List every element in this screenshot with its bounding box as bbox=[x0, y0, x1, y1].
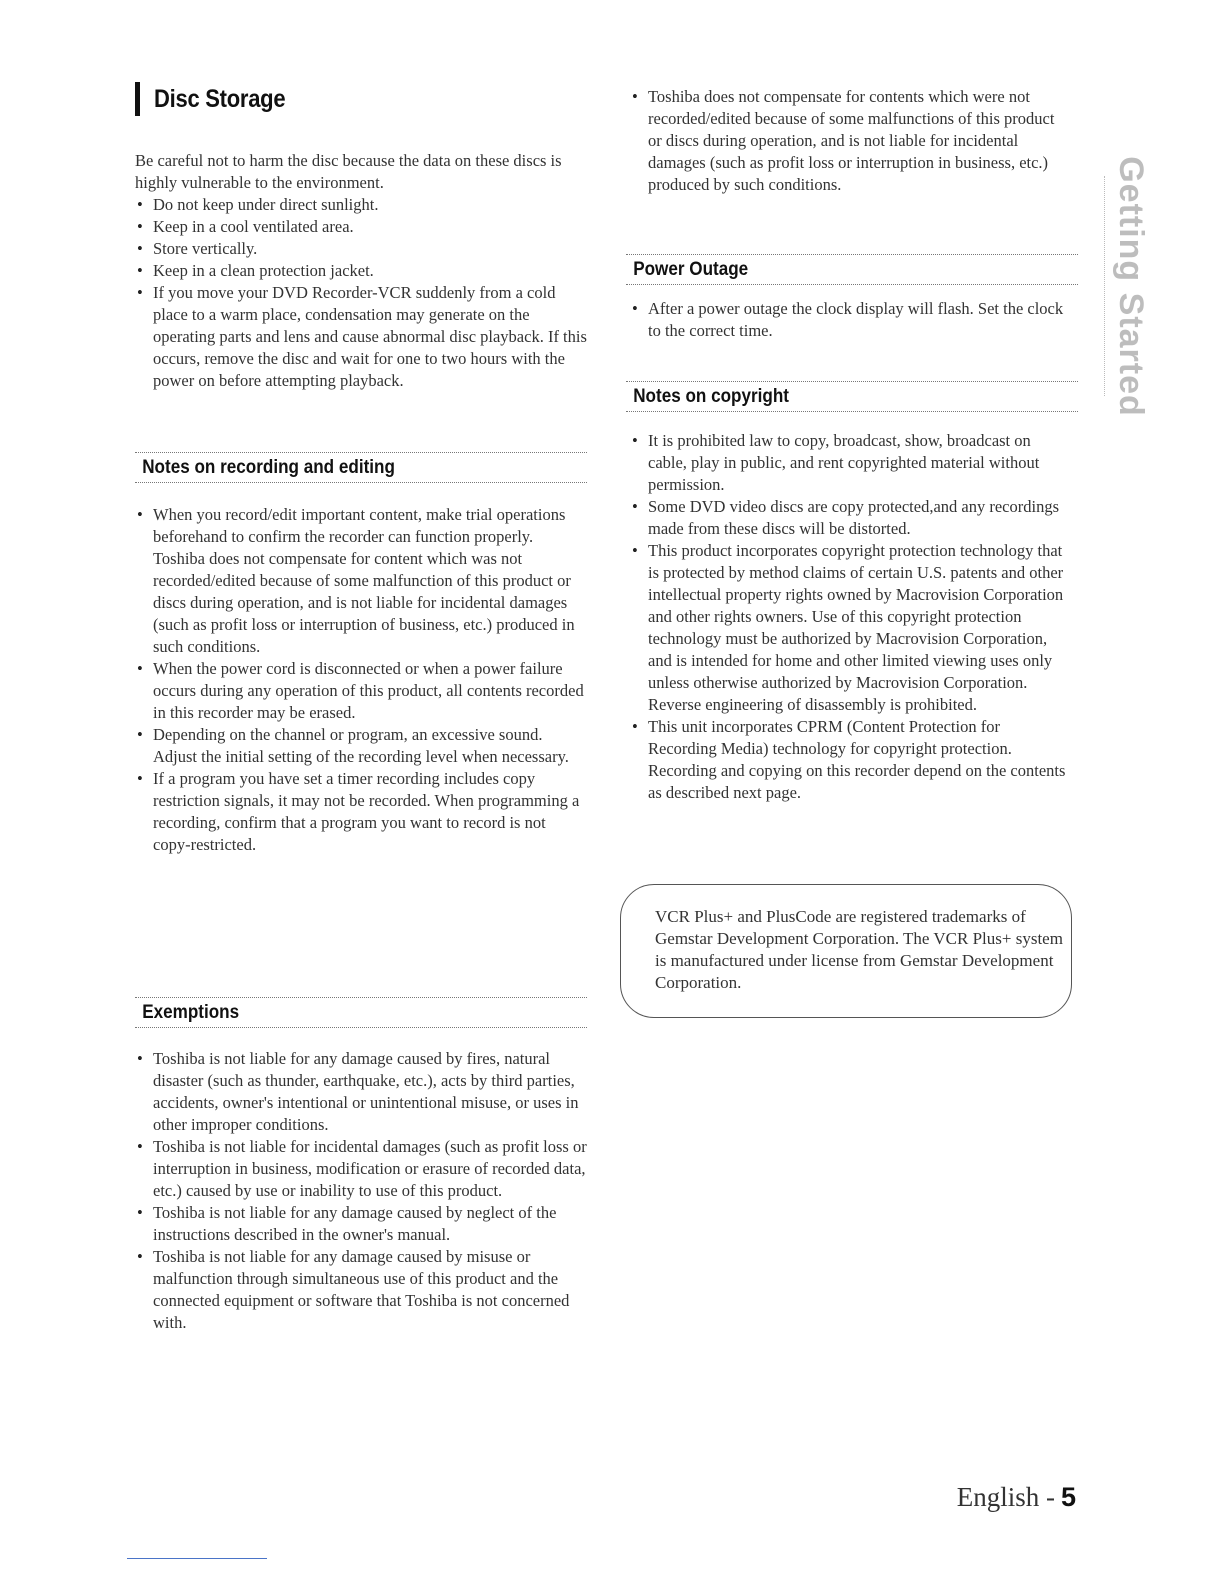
list-item-text: When you record/edit important content, make trial operations beforehand to confirm the recorder can function properly. bbox=[153, 505, 566, 546]
list-item: • This unit incorporates CPRM (Content Protection for Recording Media) technology for copyright protection. Recording and copying on this recorder depend on the contents as described next page. bbox=[630, 716, 1068, 804]
list-item-continuation: Toshiba does not compensate for content which was not recorded/edited because of some malfunction of this product or discs during operation, and is not liable for incidental damages (such as profit loss or interruption of business, etc.) produced in such conditions. bbox=[153, 549, 575, 656]
exemptions-heading: Exemptions bbox=[142, 1002, 240, 1023]
page-footer bbox=[957, 1482, 1076, 1513]
divider bbox=[135, 482, 587, 483]
list-item: • Keep in a cool ventilated area. bbox=[135, 216, 587, 238]
list-item: • Toshiba is not liable for incidental damages (such as profit loss or interruption in business, modification or erasure of recorded data, etc.) caused by use or inability to use of this product. bbox=[135, 1136, 587, 1202]
page-title-row bbox=[135, 82, 303, 116]
recording-heading: Notes on recording and editing bbox=[142, 457, 395, 478]
list-item: • Depending on the channel or program, an excessive sound. Adjust the initial setting of the recording level when necessary. bbox=[135, 724, 587, 768]
exemptions-continued bbox=[630, 86, 1068, 196]
recording-section-header bbox=[135, 452, 587, 483]
list-item: • This product incorporates copyright protection technology that is protected by method claims of certain U.S. patents and other intellectual property rights owned by Macrovision Corporation and other rights owners. Use of this copyright protection technology must be authorized by Macrovision Corporation, and is intended for home and other limited viewing uses only unless otherwise authorized by Macrovision Corporation. Reverse engineering of disassembly is prohibited. bbox=[630, 540, 1068, 716]
disc-storage-intro: Be careful not to harm the disc because the data on these discs is highly vulnerable to the environment. bbox=[135, 151, 562, 192]
power-section-header bbox=[626, 254, 1078, 285]
list-item: • If you move your DVD Recorder-VCR suddenly from a cold place to a warm place, condensation may generate on the operating parts and lens and cause abnormal disc playback. If this occurs, remove the disc and wait for one to two hours with the power on before attempting playback. bbox=[135, 282, 587, 392]
exemptions-section-header bbox=[135, 997, 587, 1028]
divider bbox=[135, 1027, 587, 1028]
list-item: • Toshiba is not liable for any damage caused by misuse or malfunction through simultaneous use of this product and the connected equipment or software that Toshiba is not concerned with. bbox=[135, 1246, 587, 1334]
trademark-notice: VCR Plus+ and PlusCode are registered trademarks of Gemstar Development Corporation. The VCR Plus+ system is manufactured under license from Gemstar Development Corporation. bbox=[655, 907, 1063, 992]
copyright-list bbox=[630, 430, 1068, 804]
list-item: • It is prohibited law to copy, broadcast, show, broadcast on cable, play in public, and rent copyrighted material without permission. bbox=[630, 430, 1068, 496]
list-item: • Do not keep under direct sunlight. bbox=[135, 194, 587, 216]
page-number: 5 bbox=[1060, 1482, 1076, 1512]
list-item: • Toshiba is not liable for any damage caused by neglect of the instructions described in the owner's manual. bbox=[135, 1202, 587, 1246]
recording-list bbox=[135, 504, 587, 856]
page-title: Disc Storage bbox=[154, 84, 286, 113]
side-tab-label: Getting Started bbox=[1111, 155, 1150, 417]
list-item: • When the power cord is disconnected or when a power failure occurs during any operation of this product, all contents recorded in this recorder may be erased. bbox=[135, 658, 587, 724]
list-item: • After a power outage the clock display will flash. Set the clock to the correct time. bbox=[630, 298, 1068, 342]
list-item: • Store vertically. bbox=[135, 238, 587, 260]
list-item: • Toshiba is not liable for any damage caused by fires, natural disaster (such as thunder, earthquake, etc.), acts by third parties, accidents, owner's intentional or unintentional misuse, or uses in other improper conditions. bbox=[135, 1048, 587, 1136]
title-marker bbox=[135, 82, 140, 116]
divider bbox=[626, 284, 1078, 285]
list-item: • If a program you have set a timer recording includes copy restriction signals, it may not be recorded. When programming a recording, confirm that a program you want to record is not copy-restricted. bbox=[135, 768, 587, 856]
exemptions-list bbox=[135, 1048, 587, 1334]
side-tab-dots bbox=[1104, 176, 1105, 396]
copyright-heading: Notes on copyright bbox=[633, 386, 790, 407]
list-item: • Toshiba does not compensate for contents which were not recorded/edited because of some malfunctions of this product or discs during operation, and is not liable for incidental damages (such as profit loss or interruption in business, etc.) produced by such conditions. bbox=[630, 86, 1068, 196]
power-heading: Power Outage bbox=[633, 259, 749, 280]
list-item: • Keep in a clean protection jacket. bbox=[135, 260, 587, 282]
list-item: • Some DVD video discs are copy protected,and any recordings made from these discs will be distorted. bbox=[630, 496, 1068, 540]
divider bbox=[626, 411, 1078, 412]
copyright-section-header bbox=[626, 381, 1078, 412]
power-list bbox=[630, 298, 1068, 342]
footer-language: English - bbox=[956, 1482, 1055, 1512]
bottom-rule bbox=[127, 1558, 267, 1559]
disc-storage-list bbox=[135, 194, 587, 392]
list-item bbox=[135, 504, 587, 658]
